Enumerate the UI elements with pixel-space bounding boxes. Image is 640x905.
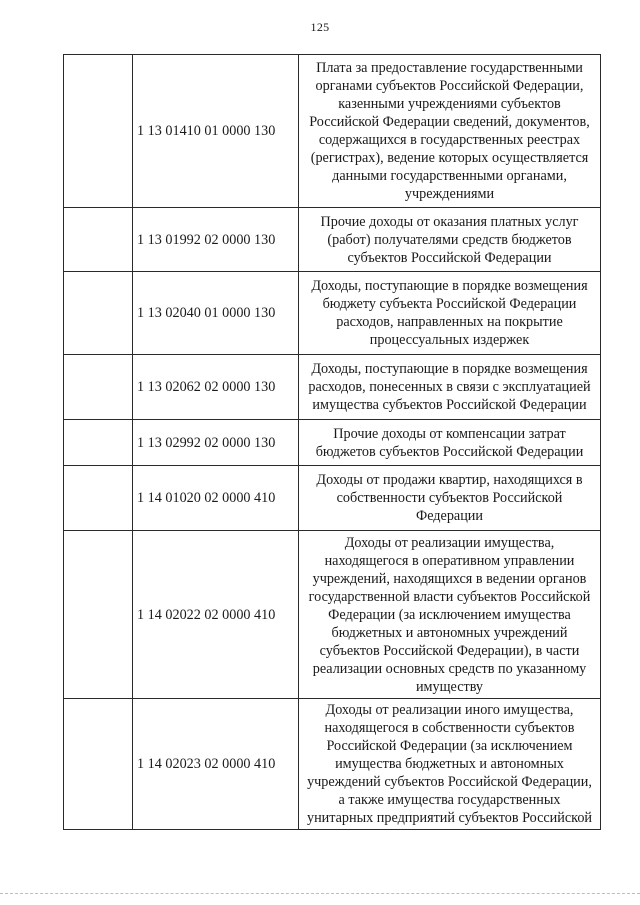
description-line: Прочие доходы от компенсации затрат [333, 425, 566, 442]
description-line: субъектов Российской Федерации), в части [319, 642, 580, 659]
revenue-description [299, 531, 601, 699]
row-empty-cell [64, 272, 133, 355]
description-line: Доходы от реализации имущества, [344, 534, 555, 551]
revenue-description [299, 208, 601, 272]
table-body [64, 55, 601, 830]
revenue-code: 1 14 02023 02 0000 410 [133, 699, 299, 830]
revenue-description [299, 272, 601, 355]
description-line: имуществу [415, 678, 484, 695]
description-line: государственной власти субъектов Российской [308, 588, 591, 605]
revenue-code: 1 14 01020 02 0000 410 [133, 466, 299, 531]
revenue-code: 1 14 02022 02 0000 410 [133, 531, 299, 699]
description-line: содержащихся в государственных реестрах [318, 132, 581, 148]
row-empty-cell [64, 355, 133, 420]
description-line: а также имущества государственных [338, 792, 561, 808]
page-bottom-divider [0, 893, 640, 894]
revenue-description [299, 699, 601, 830]
description-line: расходов, направленных на покрытие [336, 314, 563, 330]
description-line: реализации основных средств по указанному [312, 660, 587, 677]
revenue-code: 1 13 01410 01 0000 130 [133, 55, 299, 208]
description-line: Российской Федерации (за исключением [326, 738, 573, 754]
revenue-description [299, 420, 601, 466]
description-line: имущества субъектов Российской Федерации [312, 397, 587, 413]
description-line: (регистрах), ведение которых осуществляется [310, 150, 589, 166]
page-number: 125 [310, 20, 330, 34]
table-row [64, 699, 601, 830]
description-line: процессуальных издержек [369, 332, 530, 348]
row-empty-cell [64, 208, 133, 272]
description-line: Федерации (за исключением имущества [328, 606, 571, 623]
description-line: Доходы, поступающие в порядке возмещения [311, 361, 588, 377]
description-line: учреждений, находящихся в ведении органов [312, 570, 587, 587]
table-row [64, 531, 601, 699]
description-line: Доходы от продажи квартир, находящихся в [316, 472, 583, 488]
revenue-code: 1 13 01992 02 0000 130 [133, 208, 299, 272]
description-line: расходов, понесенных в связи с эксплуатацией [308, 379, 591, 395]
description-line: находящегося в оперативном управлении [324, 552, 575, 569]
description-line: Федерации [415, 508, 483, 524]
description-line: Доходы от реализации иного имущества, [325, 702, 574, 718]
description-line: Плата за предоставление государственными [316, 60, 583, 76]
description-line: унитарных предприятий субъектов Российской [306, 810, 593, 826]
description-line: (работ) получателями средств бюджетов [327, 231, 572, 248]
row-empty-cell [64, 699, 133, 830]
description-line: учреждений субъектов Российской Федерации, [307, 774, 592, 790]
description-line: Доходы, поступающие в порядке возмещения [311, 278, 588, 294]
revenue-description [299, 55, 601, 208]
revenue-code: 1 13 02062 02 0000 130 [133, 355, 299, 420]
description-line: данными государственными органами, [332, 168, 567, 184]
description-line: бюджету субъекта Российской Федерации [322, 296, 577, 312]
description-line: Прочие доходы от оказания платных услуг [320, 213, 579, 230]
row-empty-cell [64, 531, 133, 699]
table-row [64, 466, 601, 531]
description-line: бюджетных и автономных учреждений [331, 624, 568, 641]
description-line: казенными учреждениями субъектов [338, 96, 561, 112]
table-row [64, 355, 601, 420]
revenue-code: 1 13 02992 02 0000 130 [133, 420, 299, 466]
description-line: бюджетов субъектов Российской Федерации [315, 443, 584, 460]
description-line: находящегося в собственности субъектов [324, 720, 575, 736]
description-line: имущества бюджетных и автономных [335, 756, 564, 772]
table-row [64, 272, 601, 355]
row-empty-cell [64, 55, 133, 208]
description-line: органами субъектов Российской Федерации, [315, 78, 584, 94]
description-line: субъектов Российской Федерации [347, 249, 552, 266]
table-row [64, 55, 601, 208]
revenue-description [299, 355, 601, 420]
budget-revenue-table [63, 54, 601, 830]
table-row [64, 420, 601, 466]
table-row [64, 208, 601, 272]
description-line: учреждениями [404, 186, 495, 202]
description-line: Российской Федерации сведений, документов, [309, 114, 590, 130]
row-empty-cell [64, 420, 133, 466]
revenue-description [299, 466, 601, 531]
row-empty-cell [64, 466, 133, 531]
description-line: собственности субъектов Российской [336, 490, 563, 506]
revenue-code: 1 13 02040 01 0000 130 [133, 272, 299, 355]
